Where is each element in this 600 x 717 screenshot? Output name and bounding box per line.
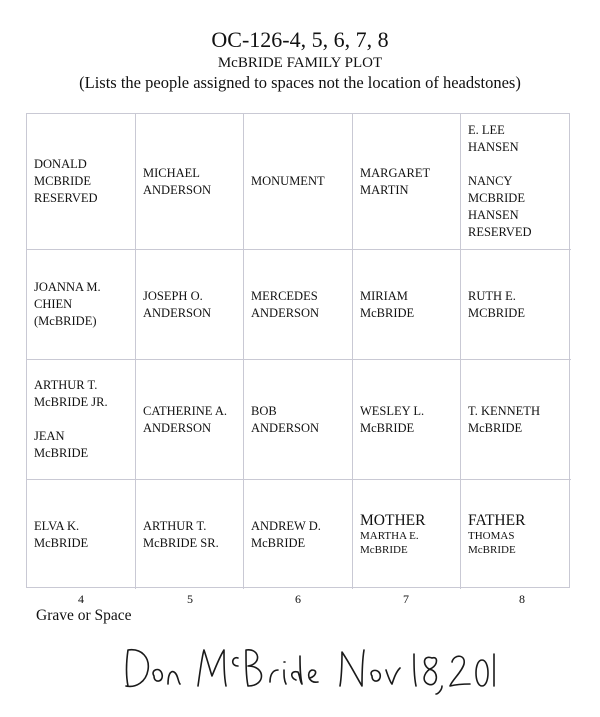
plot-cell-name: JOSEPH O. ANDERSON <box>143 288 212 320</box>
plot-cell-r4-c2 <box>136 480 244 589</box>
plot-cell-name: MERCEDES ANDERSON <box>251 288 320 320</box>
plot-cell-name: MONUMENT <box>251 174 325 188</box>
plot-cell-name: MICHAEL ANDERSON <box>143 165 212 197</box>
plot-cell-r4-c5 <box>461 480 571 589</box>
plot-cell-r1-c5 <box>461 114 571 250</box>
plot-cell-content <box>468 512 525 557</box>
column-number: 4 <box>78 592 84 606</box>
plot-cell-name: ELVA K. McBRIDE <box>34 518 89 550</box>
plot-cell-r2-c5 <box>461 250 571 360</box>
plot-cell-r3-c1 <box>27 360 136 480</box>
plot-cell-r4-c3 <box>244 480 353 589</box>
plot-cell-r2-c1 <box>27 250 136 360</box>
plot-cell-name: MARGARET MARTIN <box>360 165 431 197</box>
plot-cell-r2-c2 <box>136 250 244 360</box>
plot-cell-r3-c3 <box>244 360 353 480</box>
column-number: 6 <box>295 592 301 606</box>
plot-cell-name: MARTHA E. McBRIDE <box>360 530 419 556</box>
plot-cell-r3-c5 <box>461 360 571 480</box>
plot-cell-r4-c4 <box>353 480 461 589</box>
column-number: 5 <box>187 592 193 606</box>
plot-cell-r2-c3 <box>244 250 353 360</box>
plot-grid <box>26 113 570 588</box>
document-note: (Lists the people assigned to spaces not the location of headstones) <box>79 73 521 92</box>
plot-cell-heading: FATHER <box>468 512 526 529</box>
plot-cell-r1-c4 <box>353 114 461 250</box>
grave-or-space-label: Grave or Space <box>36 607 132 624</box>
plot-cell-heading: MOTHER <box>360 512 426 529</box>
plot-cell-r3-c2 <box>136 360 244 480</box>
plot-cell-content <box>360 512 425 557</box>
column-number: 7 <box>403 592 409 606</box>
plot-cell-name: BOB ANDERSON <box>251 403 320 435</box>
plot-cell-name: WESLEY L. McBRIDE <box>360 403 425 435</box>
plot-cell-r4-c1 <box>27 480 136 589</box>
plot-cell-r1-c2 <box>136 114 244 250</box>
plot-cell-r1-c1 <box>27 114 136 250</box>
document-title: OC-126-4, 5, 6, 7, 8 <box>211 27 389 52</box>
plot-cell-name: MIRIAM McBRIDE <box>360 288 415 320</box>
column-number: 8 <box>519 592 525 606</box>
plot-cell-name: DONALD MCBRIDE RESERVED <box>34 157 98 205</box>
plot-cell-name: T. KENNETH McBRIDE <box>468 403 540 435</box>
plot-cell-name: ARTHUR T. McBRIDE JR. JEAN McBRIDE <box>34 378 108 460</box>
plot-cell-name: CATHERINE A. ANDERSON <box>143 403 228 435</box>
plot-cell-name: ARTHUR T. McBRIDE SR. <box>143 518 219 550</box>
plot-cell-name: THOMAS McBRIDE <box>468 530 516 556</box>
plot-cell-name: E. LEE HANSEN NANCY MCBRIDE HANSEN RESERVED <box>468 123 532 239</box>
plot-cell-name: ANDREW D. McBRIDE <box>251 518 321 550</box>
handwritten-signature <box>120 636 500 696</box>
plot-cell-r1-c3 <box>244 114 353 250</box>
plot-cell-name: JOANNA M. CHIEN (McBRIDE) <box>34 280 101 328</box>
plot-cell-r2-c4 <box>353 250 461 360</box>
document-subtitle: McBRIDE FAMILY PLOT <box>217 55 383 71</box>
plot-cell-r3-c4 <box>353 360 461 480</box>
plot-cell-name: RUTH E. MCBRIDE <box>468 288 525 320</box>
